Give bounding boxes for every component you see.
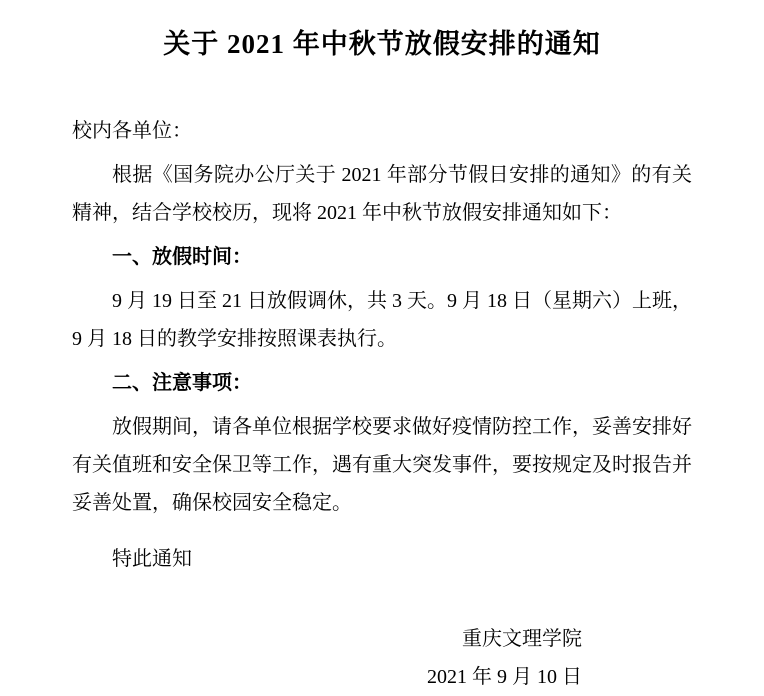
signature-date: 2021 年 9 月 10 日 <box>427 666 582 689</box>
closing-line: 特此通知 <box>112 548 192 571</box>
section-heading-2: 二、注意事项： <box>112 372 252 395</box>
signature-organization: 重庆文理学院 <box>462 628 582 651</box>
document-title: 关于 2021 年中秋节放假安排的通知 <box>163 29 601 59</box>
section-body-2: 放假期间，请各单位根据学校要求做好疫情防控工作，妥善安排好有关值班和安全保卫等工作，遇有重大突发事件，要按规定及时报告并妥善处置，确保校园安全稳定。 <box>72 416 692 515</box>
section-body-1: 9 月 19 日至 21 日放假调休，共 3 天。9 月 18 日（星期六）上班，9 月 18 日的教学安排按照课表执行。 <box>72 290 692 351</box>
salutation: 校内各单位： <box>72 120 192 143</box>
signature-block <box>72 620 692 696</box>
intro-paragraph: 根据《国务院办公厅关于 2021 年部分节假日安排的通知》的有关精神，结合学校校历，现将 2021 年中秋节放假安排通知如下： <box>72 164 692 225</box>
document-page <box>0 26 764 692</box>
section-heading-1: 一、放假时间： <box>112 246 252 269</box>
